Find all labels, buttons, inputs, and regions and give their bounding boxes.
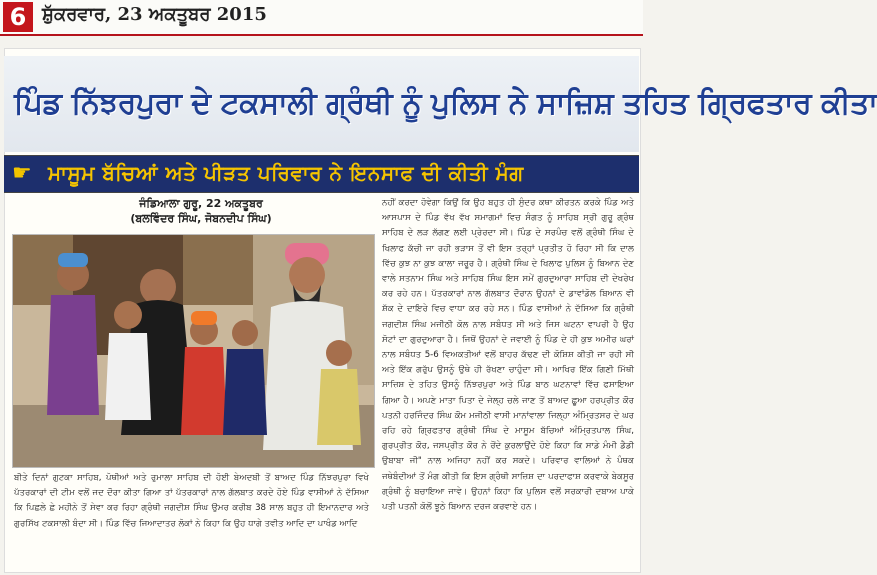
byline [86, 196, 316, 226]
pointing-hand-icon: ☛ [12, 161, 32, 186]
article-body-left [14, 471, 369, 532]
page-date: ਸ਼ੁੱਕਰਵਾਰ, 23 ਅਕਤੂਬਰ 2015 [42, 4, 267, 25]
byline-reporters: (ਬਲਵਿੰਦਰ ਸਿੰਘ, ਜੋਬਨਦੀਪ ਸਿੰਘ) [130, 212, 272, 225]
page-header [0, 0, 643, 36]
article-body-right [382, 196, 634, 515]
headline-banner [4, 56, 877, 152]
subheadline: ਮਾਸੂਮ ਬੱਚਿਆਂ ਅਤੇ ਪੀੜਤ ਪਰਿਵਾਰ ਨੇ ਇਨਸਾਫ ਦੀ ਕੀਤੀ ਮੰਗ [48, 161, 524, 185]
subheadline-bar [4, 155, 639, 193]
page-number: 6 [3, 2, 33, 32]
family-photo [12, 234, 375, 468]
byline-place-date: ਜੰਡਿਆਲਾ ਗੁਰੂ, 22 ਅਕਤੂਬਰ [139, 197, 263, 210]
body-paragraph-right: ਨਹੀਂ ਕਰਦਾ ਹੋਵੇਗਾ ਕਿਉਂ ਕਿ ਉਹ ਬਹੁਤ ਹੀ ਸੁੰਦਰ ਕਥਾ ਕੀਰਤਨ ਕਰਕੇ ਪਿੰਡ ਅਤੇ ਆਸਪਾਸ ਦੇ ਪਿੰਡ ਵੱਖ ਵੱਖ ਸਮਾਗਮਾਂ ਵਿਚ ਸੰਗਤ ਨੂੰ ਸਾਹਿਬ ਸ੍ਰੀ ਗੁਰੂ ਗ੍ਰੰਥ ਸਾਹਿਬ ਦੇ ਲੜ ਲੱਗਣ ਲਈ ਪ੍ਰੇਰਦਾ ਸੀ। ਪਿੰਡ ਦੇ ਸਰਪੰਚ ਵਲੋਂ ਗ੍ਰੰਥੀ ਸਿੰਘ ਦੇ ਖਿਲਾਫ ਕੱਚੀ ਜਾ ਰਹੀ ਭੜਾਸ ਤੋਂ ਵੀ ਇਸ ਤਰ੍ਹਾਂ ਪ੍ਰਤੀਤ ਹੋ ਰਿਹਾ ਸੀ ਕਿ ਦਾਲ ਵਿੱਚ ਕੁਝ ਨਾ ਕੁਝ ਕਾਲਾ ਜਰੂਰ ਹੈ। ਗ੍ਰੰਥੀ ਸਿੰਘ ਦੇ ਖਿਲਾਫ ਪੁਲਿਸ ਨੂੰ ਬਿਆਨ ਦੇਣ ਵਾਲੇ ਸਤਨਾਮ ਸਿੰਘ ਅਤੇ ਸਾਹਿਬ ਸਿੰਘ ਇਸ ਸਮੇਂ ਗੁਰਦੁਆਰਾ ਸਾਹਿਬ ਦੀ ਦੇਖਰੇਖ ਕਰ ਰਹੇ ਹਨ। ਪੱਤਰਕਾਰਾਂ ਨਾਲ ਗੱਲਬਾਤ ਦੌਰਾਨ ਉਹਨਾਂ ਦੇ ਡਾਵਾਂਡੋਲ ਬਿਆਨ ਵੀ ਸ਼ੱਕ ਦੇ ਦਾਇਰੇ ਵਿਚ ਵਾਧਾ ਕਰ ਰਹੇ ਸਨ। ਪਿੰਡ ਵਾਸੀਆਂ ਨੇ ਦੱਸਿਆ ਕਿ ਗ੍ਰੰਥੀ ਜਗਦੀਸ਼ ਸਿੰਘ ਮਜੀਠੀ ਕੋਲ ਨਾਲ ਸਬੰਧਤ ਸੀ ਅਤੇ ਜਿਸ ਘਟਨਾ ਵਾਪਰੀ ਹੈ ਉਹ ਸੋਟਾਂ ਦਾ ਗੁਰਦੁਆਰਾ ਹੈ। ਜਿਥੋਂ ਉਹਨਾਂ ਦੇ ਜਵਾਈ ਨੂੰ ਪਿੰਡ ਦੇ ਹੀ ਕੁਝ ਅਮੀਰ ਘਰਾਂ ਨਾਲ ਸਬੰਧਤ 5-6 ਵਿਅਕਤੀਆਂ ਵਲੋਂ ਬਾਹਰ ਕੱਢਣ ਦੀ ਕੋਸ਼ਿਸ਼ ਕੀਤੀ ਜਾ ਰਹੀ ਸੀ ਅਤੇ ਇੱਕ ਗਰੁੱਪ ਉਸਨੂੰ ਉਥੇ ਹੀ ਰੱਖਣਾ ਚਾਹੁੰਦਾ ਸੀ। ਆਖਿਰ ਇੱਕ ਗਿਣੀ ਮਿੱਥੀ ਸਾਜ਼ਿਸ਼ ਦੇ ਤਹਿਤ ਉਸਨੂੰ ਨਿੱਝਰਪੁਰਾ ਅਤੇ ਪਿੰਡ ਬਾਠ ਘਟਨਾਵਾਂ ਵਿੱਚ ਫਸਾਇਆ ਗਿਆ ਹੈ। ਅਪਣੇ ਮਾਤਾ ਪਿਤਾ ਦੇ ਜੇਲ੍ਹ ਚਲੇ ਜਾਣ ਤੋਂ ਬਾਅਦ ਛੂਆ ਹਰਪ੍ਰੀਤ ਕੌਰ ਪਤਨੀ ਹਰਜਿੰਦਰ ਸਿੰਘ ਕੌਮ ਮਜੀਠੀ ਵਾਸੀ ਮਾਨਾਂਵਾਲਾ ਜਿਲ੍ਹਾ ਅੰਮ੍ਰਿਤਸਰ ਦੇ ਘਰ ਰਹਿ ਰਹੇ ਗ੍ਰਿਫਤਾਰ ਗ੍ਰੰਥੀ ਸਿੰਘ ਦੇ ਮਾਸੂਮ ਬੱਚਿਆਂ ਅੰਮ੍ਰਿਤਪਾਲ ਸਿੰਘ, ਗੁਰਪ੍ਰੀਤ ਕੌਰ, ਜਸਪ੍ਰੀਤ ਕੌਰ ਨੇ ਰੋਂਦੇ ਕੁਰਲਾਉਂਦੇ ਹੋਏ ਕਿਹਾ ਕਿ ਸਾਡੇ ਮੰਮੀ ਡੈਡੀ ਉਬਾਬਾ ਜੀ" ਨਾਲ ਅਜਿਹਾ ਨਹੀਂ ਕਰ ਸਕਦੇ। ਪਰਿਵਾਰ ਵਾਲਿਆਂ ਨੇ ਪੰਥਕ ਜਥੇਬੰਦੀਆਂ ਤੋਂ ਮੰਗ ਕੀਤੀ ਕਿ ਇਸ ਗ੍ਰੰਥੀ ਸਾਜ਼ਿਸ਼ ਦਾ ਪਰਦਾਫਾਸ਼ ਕਰਵਾਕੇ ਬੇਕਸੂਰ ਗ੍ਰੰਥੀ ਨੂੰ ਬਚਾਇਆ ਜਾਵੇ। ਉਹਨਾਂ ਕਿਹਾ ਕਿ ਪੁਲਿਸ ਵਲੋਂ ਸਰਕਾਰੀ ਦਬਾਅ ਪਾਕੇ ਪਤੀ ਪਤਨੀ ਕੋਲੋਂ ਝੂਠੇ ਬਿਆਨ ਦਰਜ ਕਰਵਾਏ ਹਨ। [382, 198, 634, 513]
family-photo-icon [13, 235, 374, 467]
body-paragraph-left: ਬੀਤੇ ਦਿਨਾਂ ਗੁਟਕਾ ਸਾਹਿਬ, ਪੋਥੀਆਂ ਅਤੇ ਰੁਮਾਲਾ ਸਾਹਿਬ ਦੀ ਹੋਈ ਬੇਅਦਬੀ ਤੋਂ ਬਾਅਦ ਪਿੰਡ ਨਿੱਝਰਪੁਰਾ ਵਿਖੇ ਪੱਤਰਕਾਰਾਂ ਦੀ ਟੀਮ ਵਲੋਂ ਜਦ ਦੌਰਾ ਕੀਤਾ ਗਿਆ ਤਾਂ ਪੱਤਰਕਾਰਾਂ ਨਾਲ ਗੱਲਬਾਤ ਕਰਦੇ ਹੋਏ ਪਿੰਡ ਵਾਸੀਆਂ ਨੇ ਦੱਸਿਆ ਕਿ ਪਿਛਲੇ ਛੇ ਮਹੀਨੇ ਤੋਂ ਸੇਵਾ ਕਰ ਰਿਹਾ ਗ੍ਰੰਥੀ ਜਗਦੀਸ਼ ਸਿੰਘ ਉਮਰ ਕਰੀਬ 38 ਸਾਲ ਬਹੁਤ ਹੀ ਇਮਾਨਦਾਰ ਅਤੇ ਗੁਰਸਿੱਖ ਟਕਸਾਲੀ ਬੰਦਾ ਸੀ। ਪਿੰਡ ਵਿੱਚ ਜਿਆਦਾਤਰ ਲੋਕਾਂ ਨੇ ਕਿਹਾ ਕਿ ਉਹ ਧਾਗੇ ਤਵੀਤ ਆਦਿ ਦਾ ਪਾਖੰਡ ਆਦਿ [14, 473, 369, 529]
headline: ਪਿੰਡ ਨਿੱਝਰਪੁਰਾ ਦੇ ਟਕਸਾਲੀ ਗ੍ਰੰਥੀ ਨੂੰ ਪੁਲਿਸ ਨੇ ਸਾਜ਼ਿਸ਼ ਤਹਿਤ ਗ੍ਰਿਫਤਾਰ ਕੀਤਾ [14, 86, 877, 121]
